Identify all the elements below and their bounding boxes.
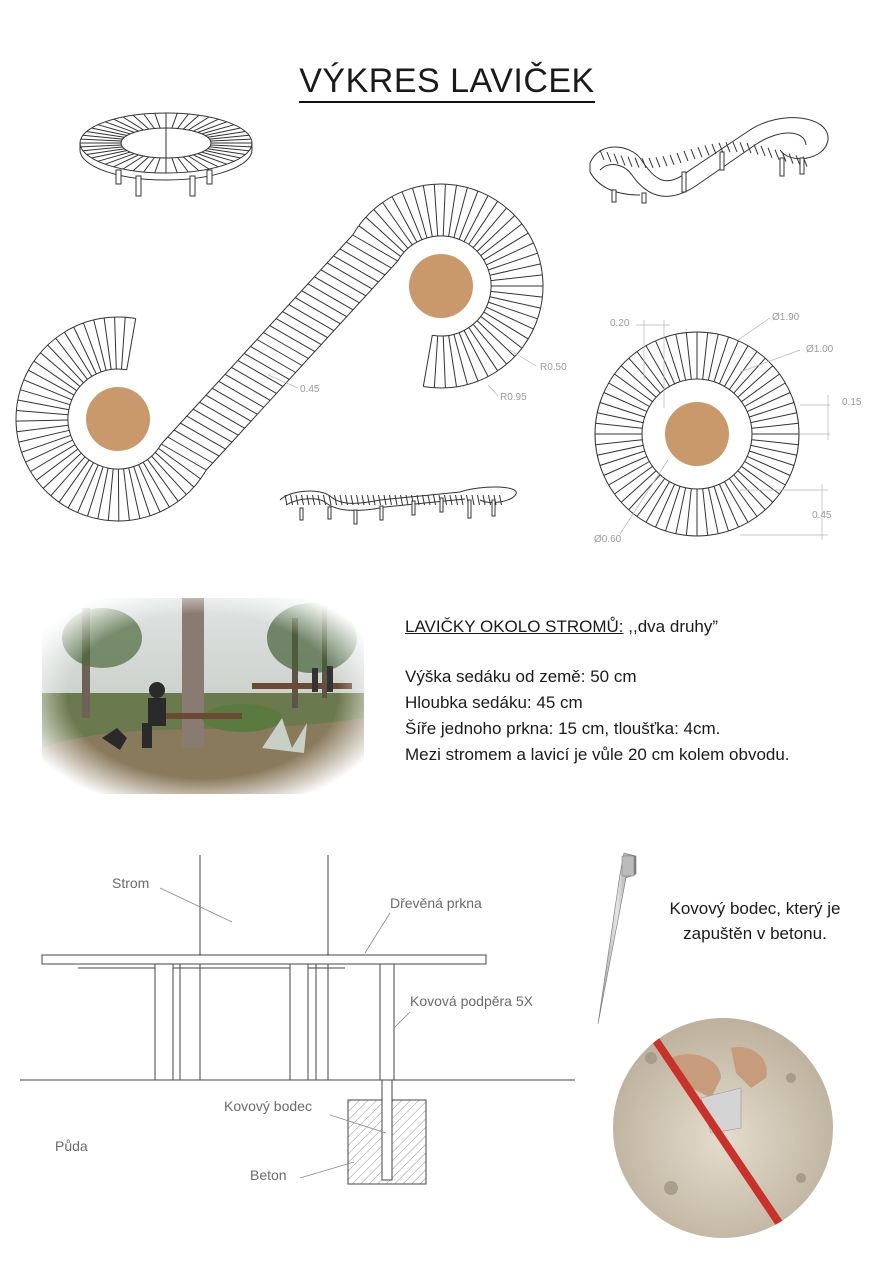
label-spike: Kovový bodec bbox=[224, 1098, 312, 1114]
info-heading bbox=[405, 614, 875, 640]
dim-label: 0.20 bbox=[610, 318, 630, 329]
label-tree: Strom bbox=[112, 875, 150, 891]
plan-drawings bbox=[0, 0, 894, 560]
metal-spike bbox=[382, 1080, 392, 1180]
info-heading-text: LAVIČKY OKOLO STROMŮ: bbox=[405, 617, 624, 636]
support-leg bbox=[155, 964, 173, 1080]
support-leg bbox=[290, 964, 308, 1080]
tree-trunk bbox=[86, 387, 150, 451]
dim-label: R0.95 bbox=[500, 392, 527, 403]
bench-info bbox=[405, 614, 875, 768]
label-support: Kovová podpěra 5X bbox=[410, 993, 533, 1009]
installation-photo bbox=[611, 1018, 835, 1238]
dim-label: Ø1.00 bbox=[806, 344, 834, 355]
dim-label: R0.50 bbox=[540, 362, 567, 373]
info-heading-note: ,,dva druhy” bbox=[628, 617, 719, 636]
plan-ring-bench bbox=[595, 332, 799, 536]
support-leg bbox=[380, 964, 394, 1080]
dim-label: Ø0.60 bbox=[594, 534, 622, 545]
park-visualization bbox=[42, 598, 364, 794]
dim-label: 0.45 bbox=[300, 384, 320, 395]
dim-label: 0.45 bbox=[812, 510, 832, 521]
info-line: Výška sedáku od země: 50 cm bbox=[405, 667, 637, 686]
section-drawing bbox=[0, 840, 600, 1200]
iso-ring-bench bbox=[80, 113, 252, 196]
iso-s-bench-side bbox=[280, 487, 516, 524]
label-concrete: Beton bbox=[250, 1167, 287, 1183]
label-planks: Dřevěná prkna bbox=[390, 895, 482, 911]
iso-s-bench bbox=[590, 118, 828, 203]
tree-trunk bbox=[409, 254, 473, 318]
metal-spike-illustration bbox=[590, 848, 650, 1028]
label-soil: Půda bbox=[55, 1138, 88, 1154]
dim-label: Ø1.90 bbox=[772, 312, 800, 323]
bench-seat bbox=[42, 955, 486, 964]
spike-caption: Kovový bodec, který je zapuštěn v betonu. bbox=[669, 899, 841, 943]
info-line: Hloubka sedáku: 45 cm bbox=[405, 693, 583, 712]
info-line: Šíře jednoho prkna: 15 cm, tloušťka: 4cm. bbox=[405, 719, 721, 738]
page-title: VÝKRES LAVIČEK bbox=[0, 62, 894, 101]
tree-trunk bbox=[665, 402, 729, 466]
plan-s-bench bbox=[16, 184, 543, 521]
info-line: Mezi stromem a lavicí je vůle 20 cm kolem obvodu. bbox=[405, 745, 790, 764]
dim-label: 0.15 bbox=[842, 397, 862, 408]
